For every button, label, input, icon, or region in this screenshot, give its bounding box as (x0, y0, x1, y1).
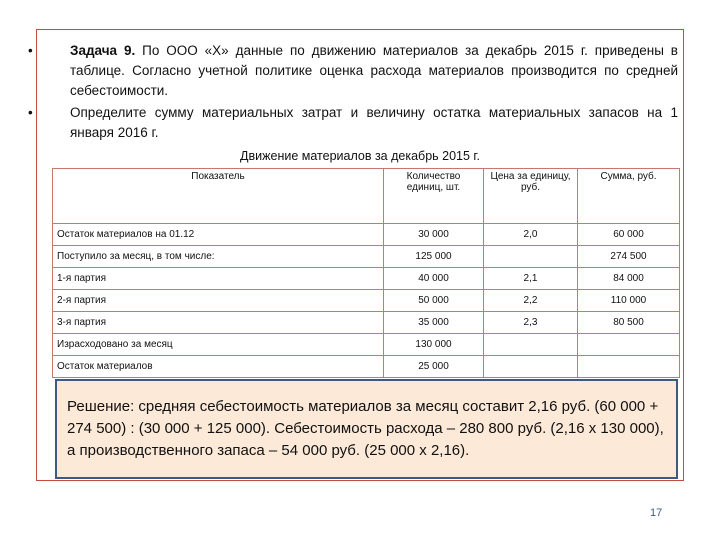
header-indicator: Показатель (53, 169, 384, 224)
bullet-task-statement (28, 41, 678, 101)
page-number: 17 (650, 507, 663, 519)
task-title: Задача 9. (70, 43, 136, 58)
row-price: 2,3 (484, 312, 578, 334)
row-qty: 25 000 (384, 356, 484, 378)
table-header-row (53, 169, 680, 224)
row-qty: 40 000 (384, 268, 484, 290)
row-price (484, 334, 578, 356)
row-sum: 84 000 (578, 268, 680, 290)
row-sum (578, 334, 680, 356)
table-row (53, 312, 680, 334)
bullet-dot-icon: • (28, 43, 33, 58)
row-price: 2,0 (484, 224, 578, 246)
table-row (53, 246, 680, 268)
table-row (53, 290, 680, 312)
row-label: Остаток материалов (53, 356, 384, 378)
row-qty: 30 000 (384, 224, 484, 246)
table-row (53, 356, 680, 378)
row-sum: 80 500 (578, 312, 680, 334)
row-qty: 50 000 (384, 290, 484, 312)
solution-text: Решение: средняя себестоимость материалов за месяц составит 2,16 руб. (60 000 + 274 500) : (30 000 + 125 000). Себестоимость расхода – 280 800 руб. (2,16 х 130 000), а производственного запаса – 54 000 руб. (25 000 х 2,16). (67, 398, 664, 459)
row-price: 2,1 (484, 268, 578, 290)
row-price (484, 246, 578, 268)
row-qty: 35 000 (384, 312, 484, 334)
table-row (53, 224, 680, 246)
solution-box (55, 379, 678, 479)
header-sum: Сумма, руб. (578, 169, 680, 224)
header-quantity: Количество единиц, шт. (384, 169, 484, 224)
row-label: 3-я партия (53, 312, 384, 334)
row-label: Израсходовано за месяц (53, 334, 384, 356)
header-price: Цена за единицу, руб. (484, 169, 578, 224)
table-row (53, 268, 680, 290)
row-sum: 110 000 (578, 290, 680, 312)
task-paragraph-2: Определите сумму материальных затрат и величину остатка материальных запасов на 1 января 2016 г. (70, 105, 678, 140)
task-bullets (28, 41, 678, 143)
row-label: Остаток материалов на 01.12 (53, 224, 384, 246)
row-price: 2,2 (484, 290, 578, 312)
row-qty: 130 000 (384, 334, 484, 356)
row-label: 2-я партия (53, 290, 384, 312)
row-qty: 125 000 (384, 246, 484, 268)
bullet-dot-icon: • (28, 105, 33, 120)
row-label: Поступило за месяц, в том числе: (53, 246, 384, 268)
materials-table (52, 168, 680, 378)
task-paragraph-1: По ООО «Х» данные по движению материалов за декабрь 2015 г. приведены в таблице. Согласно учетной политике оценка расхода материалов производится по средней себестоимости. (70, 43, 678, 98)
table-caption: Движение материалов за декабрь 2015 г. (240, 149, 480, 163)
row-label: 1-я партия (53, 268, 384, 290)
row-price (484, 356, 578, 378)
row-sum (578, 356, 680, 378)
table-row (53, 334, 680, 356)
bullet-task-question (28, 103, 678, 143)
row-sum: 274 500 (578, 246, 680, 268)
row-sum: 60 000 (578, 224, 680, 246)
